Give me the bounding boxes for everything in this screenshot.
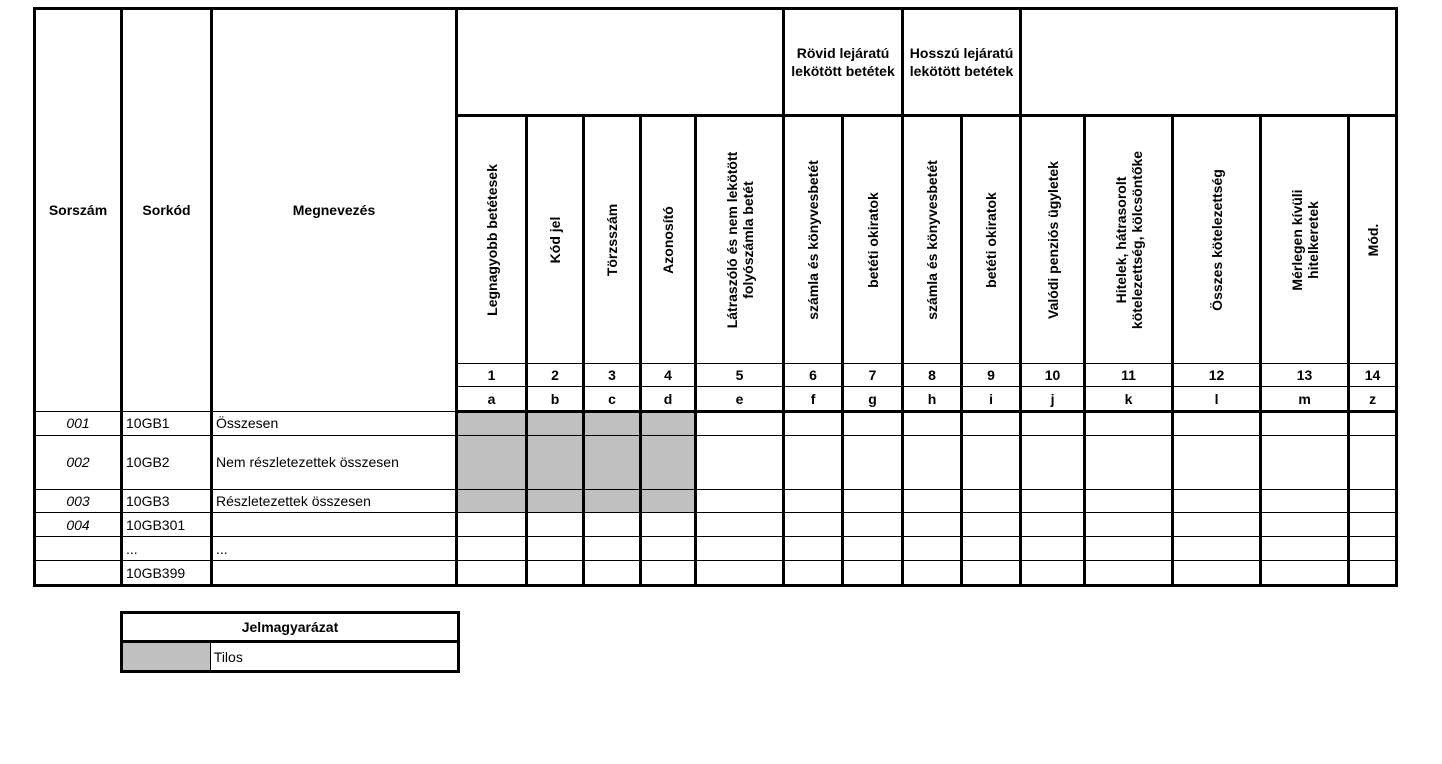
cell-forbidden [457,489,527,513]
data-cell[interactable] [903,561,962,586]
data-cell[interactable] [527,561,584,586]
data-cell[interactable] [784,435,843,489]
col-num-14: 14 [1349,364,1397,387]
col-header-1 [457,115,527,364]
data-cell[interactable] [962,489,1021,513]
data-cell[interactable] [843,537,903,561]
row-megnevezes: Nem részletezettek összesen [212,435,457,489]
data-cell[interactable] [1021,489,1085,513]
col-header-2-label: Kód jel [547,216,563,264]
col-num-8: 8 [903,364,962,387]
table-row [35,513,1397,537]
data-cell[interactable] [696,537,784,561]
data-table [33,7,1398,587]
data-cell[interactable] [784,561,843,586]
data-cell[interactable] [1021,411,1085,435]
legend-title: Jelmagyarázat [122,613,459,642]
col-header-3-label: Törzsszám [604,203,620,277]
data-cell[interactable] [1173,537,1261,561]
col-letter-14: z [1349,387,1397,412]
col-header-9 [962,115,1021,364]
table-row [35,435,1397,489]
data-cell[interactable] [784,411,843,435]
row-sorkod: 10GB301 [122,513,212,537]
data-cell[interactable] [527,537,584,561]
data-cell[interactable] [1085,513,1173,537]
data-cell[interactable] [843,411,903,435]
col-header-10-label: Valódi penziós ügyletek [1044,161,1061,319]
legend [120,611,460,673]
col-num-3: 3 [584,364,641,387]
row-sorszam [35,561,122,586]
data-cell[interactable] [1349,489,1397,513]
cell-forbidden [527,435,584,489]
row-megnevezes [212,561,457,586]
data-cell[interactable] [784,489,843,513]
row-sorkod: 10GB1 [122,411,212,435]
data-cell[interactable] [1173,561,1261,586]
data-cell[interactable] [527,513,584,537]
col-header-6-label: számla és könyvesbetét [805,160,822,320]
col-header-13-label: Mérlegen kívüli hitelkeretek [1288,189,1321,291]
data-cell[interactable] [1021,537,1085,561]
data-cell[interactable] [641,513,696,537]
col-header-7-label: betéti okiratok [864,192,881,288]
header-sorszam: Sorszám [35,9,122,412]
table-row [35,411,1397,435]
cell-forbidden [584,411,641,435]
header-group-hosszu: Hosszú lejáratú lekötött betétek [903,9,1021,116]
col-header-12-label: Összes kötelezettség [1208,169,1225,311]
col-letter-6: f [784,387,843,412]
table-row [35,537,1397,561]
col-letter-2: b [527,387,584,412]
data-cell[interactable] [784,537,843,561]
col-num-5: 5 [696,364,784,387]
data-cell[interactable] [1021,435,1085,489]
cell-forbidden [641,435,696,489]
col-num-7: 7 [843,364,903,387]
legend-swatch-forbidden [122,642,211,672]
data-cell[interactable] [1261,513,1349,537]
data-cell[interactable] [962,435,1021,489]
data-cell[interactable] [1173,435,1261,489]
row-sorszam: 002 [35,435,122,489]
data-cell[interactable] [696,435,784,489]
header-group-blank-right [1021,9,1397,116]
data-cell[interactable] [696,489,784,513]
data-cell[interactable] [843,435,903,489]
data-cell[interactable] [1085,561,1173,586]
col-num-9: 9 [962,364,1021,387]
data-cell[interactable] [962,411,1021,435]
data-cell[interactable] [962,561,1021,586]
cell-forbidden [527,489,584,513]
col-num-10: 10 [1021,364,1085,387]
data-cell[interactable] [641,561,696,586]
row-sorszam: 001 [35,411,122,435]
col-letter-10: j [1021,387,1085,412]
col-header-2 [527,115,584,364]
col-header-1-label: Legnagyobb betétesek [483,164,500,316]
row-sorkod: ... [122,537,212,561]
col-header-11 [1085,115,1173,364]
header-megnevezes: Megnevezés [212,9,457,412]
cell-forbidden [457,411,527,435]
data-cell[interactable] [1173,489,1261,513]
data-cell[interactable] [584,561,641,586]
col-letter-11: k [1085,387,1173,412]
data-cell[interactable] [1349,561,1397,586]
col-letter-12: l [1173,387,1261,412]
data-cell[interactable] [962,537,1021,561]
data-cell[interactable] [1173,513,1261,537]
col-header-14 [1349,115,1397,364]
data-cell[interactable] [1261,435,1349,489]
col-header-3 [584,115,641,364]
table-row [35,489,1397,513]
header-group-blank-left [457,9,784,116]
col-letter-4: d [641,387,696,412]
col-header-5-label: Látraszóló és nem lekötött folyószámla betét [723,151,756,329]
row-sorkod: 10GB399 [122,561,212,586]
data-cell[interactable] [1349,537,1397,561]
data-cell[interactable] [584,513,641,537]
data-cell[interactable] [641,537,696,561]
col-letter-13: m [1261,387,1349,412]
header-sorkod: Sorkód [122,9,212,412]
data-cell[interactable] [1261,537,1349,561]
col-header-7 [843,115,903,364]
col-header-13 [1261,115,1349,364]
cell-forbidden [584,435,641,489]
data-cell[interactable] [843,489,903,513]
col-header-5 [696,115,784,364]
data-cell[interactable] [1085,537,1173,561]
data-cell[interactable] [843,561,903,586]
col-header-4-label: Azonosító [660,206,676,274]
data-cell[interactable] [903,537,962,561]
cell-forbidden [457,435,527,489]
row-sorszam [35,537,122,561]
data-cell[interactable] [1085,489,1173,513]
row-megnevezes: ... [212,537,457,561]
data-cell[interactable] [1021,561,1085,586]
col-header-14-label: Mód. [1364,223,1381,257]
row-megnevezes: Részletezettek összesen [212,489,457,513]
data-cell[interactable] [962,513,1021,537]
col-header-11-label: Hitelek, hátrasorolt kötelezettség, kölcsöntőke [1112,150,1145,330]
data-cell[interactable] [903,435,962,489]
data-cell[interactable] [1349,411,1397,435]
row-megnevezes [212,513,457,537]
data-cell[interactable] [1261,489,1349,513]
col-letter-9: i [962,387,1021,412]
row-sorkod: 10GB3 [122,489,212,513]
data-cell[interactable] [903,513,962,537]
data-cell[interactable] [696,513,784,537]
data-cell[interactable] [843,513,903,537]
data-cell[interactable] [903,411,962,435]
col-num-11: 11 [1085,364,1173,387]
row-sorkod: 10GB2 [122,435,212,489]
data-cell[interactable] [457,537,527,561]
data-cell[interactable] [903,489,962,513]
data-cell[interactable] [457,513,527,537]
col-num-13: 13 [1261,364,1349,387]
row-sorszam: 003 [35,489,122,513]
data-cell[interactable] [584,537,641,561]
col-header-8 [903,115,962,364]
col-num-6: 6 [784,364,843,387]
col-letter-1: a [457,387,527,412]
col-letter-5: e [696,387,784,412]
col-header-4 [641,115,696,364]
row-megnevezes: Összesen [212,411,457,435]
col-header-12 [1173,115,1261,364]
data-cell[interactable] [457,561,527,586]
legend-label-forbidden: Tilos [210,642,458,672]
col-letter-7: g [843,387,903,412]
col-num-12: 12 [1173,364,1261,387]
data-cell[interactable] [1349,513,1397,537]
col-header-8-label: számla és könyvesbetét [924,160,941,320]
data-cell[interactable] [784,513,843,537]
col-num-1: 1 [457,364,527,387]
col-header-10 [1021,115,1085,364]
col-num-4: 4 [641,364,696,387]
data-cell[interactable] [1085,411,1173,435]
data-cell[interactable] [696,411,784,435]
data-cell[interactable] [1349,435,1397,489]
col-header-9-label: betéti okiratok [983,192,1000,288]
cell-forbidden [641,411,696,435]
data-cell[interactable] [696,561,784,586]
cell-forbidden [584,489,641,513]
cell-forbidden [641,489,696,513]
data-cell[interactable] [1261,561,1349,586]
data-cell[interactable] [1085,435,1173,489]
data-cell[interactable] [1173,411,1261,435]
data-cell[interactable] [1261,411,1349,435]
table-row [35,561,1397,586]
data-cell[interactable] [1021,513,1085,537]
row-sorszam: 004 [35,513,122,537]
col-num-2: 2 [527,364,584,387]
col-letter-8: h [903,387,962,412]
header-group-rovid: Rövid lejáratú lekötött betétek [784,9,903,116]
col-header-6 [784,115,843,364]
col-letter-3: c [584,387,641,412]
cell-forbidden [527,411,584,435]
